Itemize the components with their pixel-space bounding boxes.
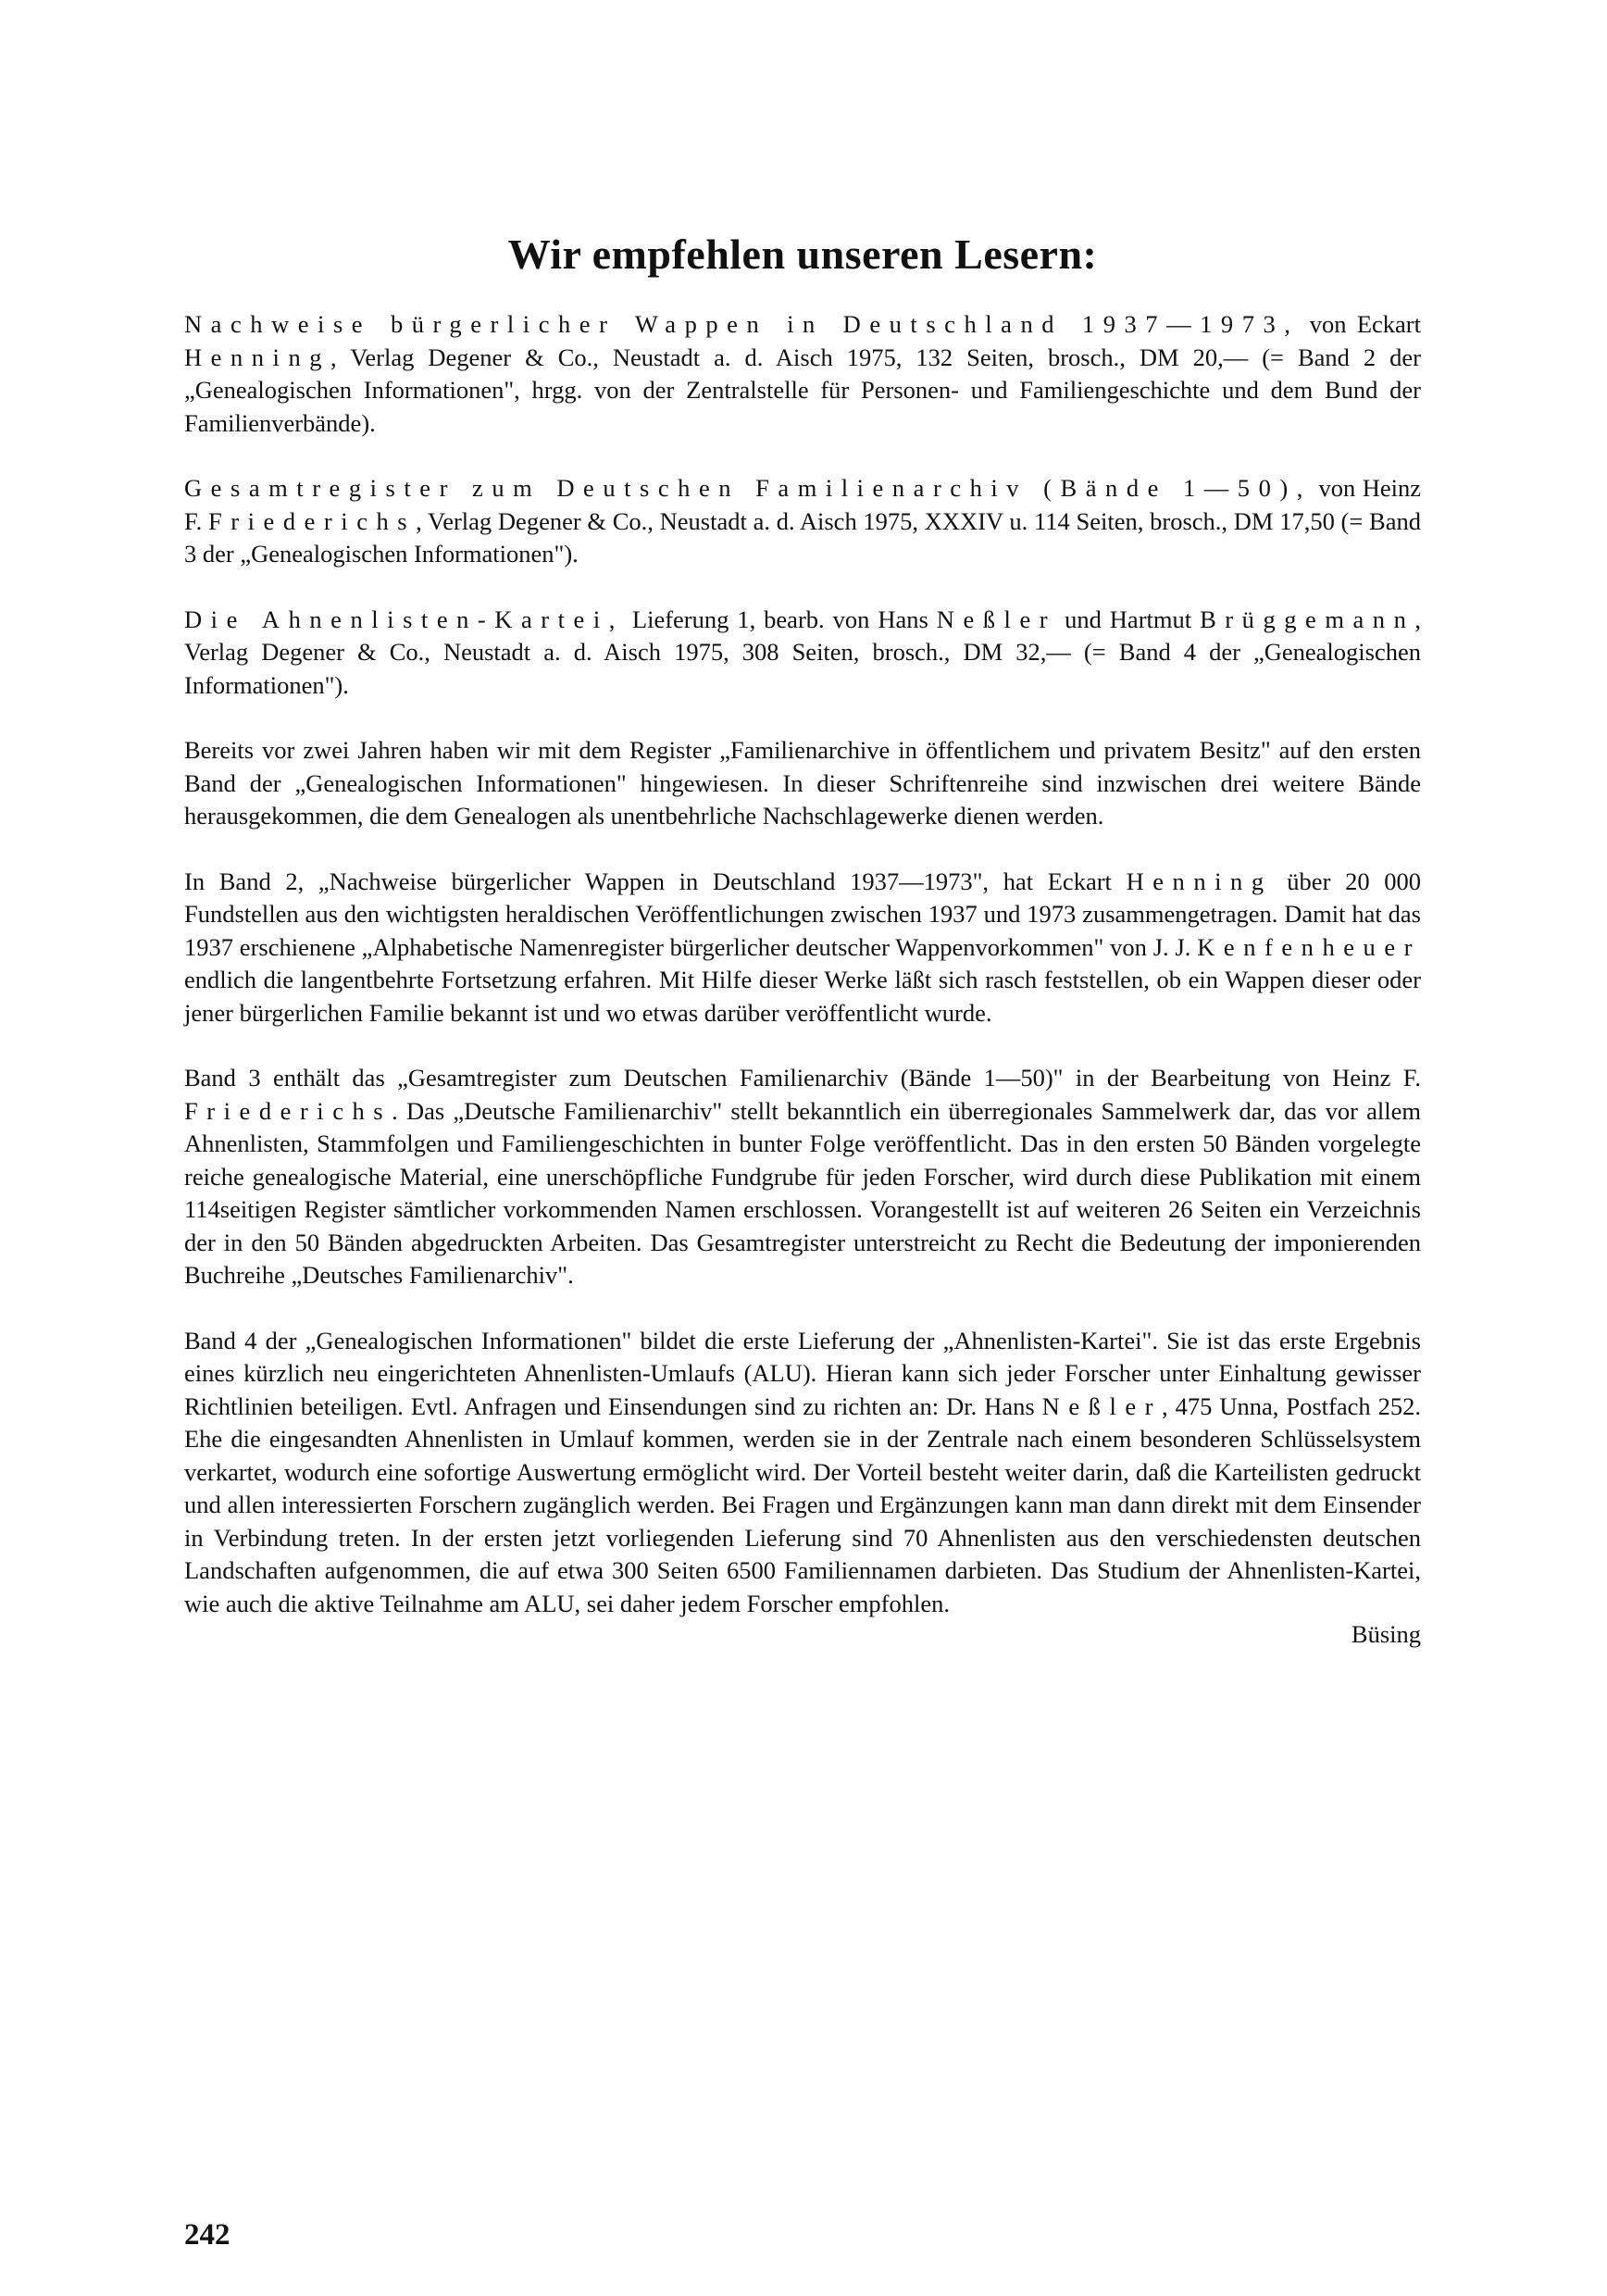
author-name: Henning — [1126, 867, 1273, 895]
review-paragraph: In Band 2, „Nachweise bürgerlicher Wappen in Deutschland 1937—1973", hat Eckart Henning über 20 000 Fundstellen aus den wichtigsten heraldischen Veröffentlichungen zwischen 1937 und 1973 zusammengetragen. Damit hat das 1937 erschienene „Alphabetische Namenregister bürgerlicher deutscher Wappenvorkommen" von J. J. Kenfenheuer endlich die langentbehrte Fortsetzung erfahren. Mit Hilfe dieser Werke läßt sich rasch feststellen, ob ein Wappen dieser oder jener bürgerlichen Familie bekannt ist und wo etwas darüber veröffentlicht wurde. — [184, 867, 1421, 1027]
author-name: Kenfenheuer — [1197, 932, 1421, 961]
author-name: Friederichs — [184, 1096, 392, 1125]
review-paragraph: Band 3 enthält das „Gesamtregister zum Deutschen Familienarchiv (Bände 1—50)" in der Bearbeitung von Heinz F. Friederichs. Das „Deutsche Familienarchiv" stellt bekanntlich ein überregionales Sammelwerk dar, das vor allem Ahnenlisten, Stammfolgen und Familiengeschichten in bunter Folge veröffentlicht. Das in den ersten 50 Bänden vorgelegte reiche genealogische Material, eine unerschöpfliche Fundgrube für jeden Forscher, wird durch diese Publikation mit einem 114seitigen Register sämtlicher vorkommenden Namen erschlossen. Vorangestellt ist auf weiteren 26 Seiten ein Verzeichnis der in den 50 Bänden abgedruckten Arbeiten. Das Gesamtregister unterstreicht zu Recht die Bedeutung der imponierenden Buchreihe „Deutsches Familienarchiv". — [184, 1064, 1421, 1289]
page-title: Wir empfehlen unseren Lesern: — [507, 231, 1098, 278]
author-name: Neßler — [1041, 1391, 1163, 1420]
book-entry-ahnenlisten: Die Ahnenlisten-Kartei, Lieferung 1, bearb. von Hans Neßler und Hartmut Brüggemann, Verlag Degener & Co., Neustadt a. d. Aisch 1975, 308 Seiten, brosch., DM 32,— (= Band 4 der „Genealogischen Informationen"). — [184, 605, 1421, 699]
author-name: Neßler — [936, 605, 1057, 633]
document-page — [184, 0, 1421, 2296]
review-paragraph: Bereits vor zwei Jahren haben wir mit dem Register „Familienarchive in öffentlichem und privatem Besitz" auf den ersten Band der „Genealogischen Informationen" hingewiesen. In dieser Schriftenreihe sind inzwischen drei weitere Bände herausgekommen, die dem Genealogen als unentbehrliche Nachschlagewerke dienen werden. — [184, 736, 1421, 830]
book-title: Gesamtregister zum Deutschen Familienarchiv (Bände 1—50), — [184, 474, 1312, 502]
review-paragraph: Band 4 der „Genealogischen Informationen" bildet die erste Lieferung der „Ahnenlisten-Kartei". Sie ist das erste Ergebnis eines kürzlich neu eingerichteten Ahnenlisten-Umlaufs (ALU). Hieran kann sich jeder Forscher unter Einhaltung gewisser Richtlinien beteiligen. Evtl. Anfragen und Einsendungen sind zu richten an: Dr. Hans Neßler, 475 Unna, Postfach 252. Ehe die eingesandten Ahnenlisten in Umlauf kommen, werden sie in der Zentrale nach einem besonderen Schlüsselsystem verkartet, wodurch eine sofortige Auswertung ermöglicht wird. Der Vorteil besteht weiter darin, daß die Karteilisten gedruckt und allen interessierten Forschern zugänglich werden. Bei Fragen und Ergänzungen kann man dann direkt mit dem Einsender in Verbindung treten. In der ersten jetzt vorliegenden Lieferung sind 70 Ahnenlisten aus den verschiedensten deutschen Landschaften aufgenommen, die auf etwa 300 Seiten 6500 Familiennamen darbieten. Das Studium der Ahnenlisten-Kartei, wie auch die aktive Teilnahme am ALU, sei daher jedem Forscher empfohlen. Büsing — [184, 1325, 1421, 1652]
book-title: Nachweise bürgerlicher Wappen in Deutschland 1937—1973, — [184, 310, 1300, 338]
body-text — [184, 308, 1421, 1684]
book-title: Die Ahnenlisten-Kartei, — [184, 605, 624, 633]
book-entry-gesamtregister: Gesamtregister zum Deutschen Familienarchiv (Bände 1—50), von Heinz F. Friederichs, Verlag Degener & Co., Neustadt a. d. Aisch 1975, XXXIV u. 114 Seiten, brosch., DM 17,50 (= Band 3 der „Genealogischen Informationen"). — [184, 474, 1421, 568]
author-name: Brüggemann — [1200, 605, 1415, 633]
reviewer-signature: Büsing — [1351, 1620, 1421, 1648]
author-name: Friederichs — [207, 506, 417, 535]
page-number: 242 — [184, 2218, 230, 2252]
author-name: Henning — [184, 343, 331, 371]
book-entry-wappen: Nachweise bürgerlicher Wappen in Deutschland 1937—1973, von Eckart Henning, Verlag Degener & Co., Neustadt a. d. Aisch 1975, 132 Seiten, brosch., DM 20,— (= Band 2 der „Genealogischen Informationen", hrgg. von der Zentralstelle für Personen- und Familiengeschichte und dem Bund der Familienverbände). — [184, 310, 1421, 437]
